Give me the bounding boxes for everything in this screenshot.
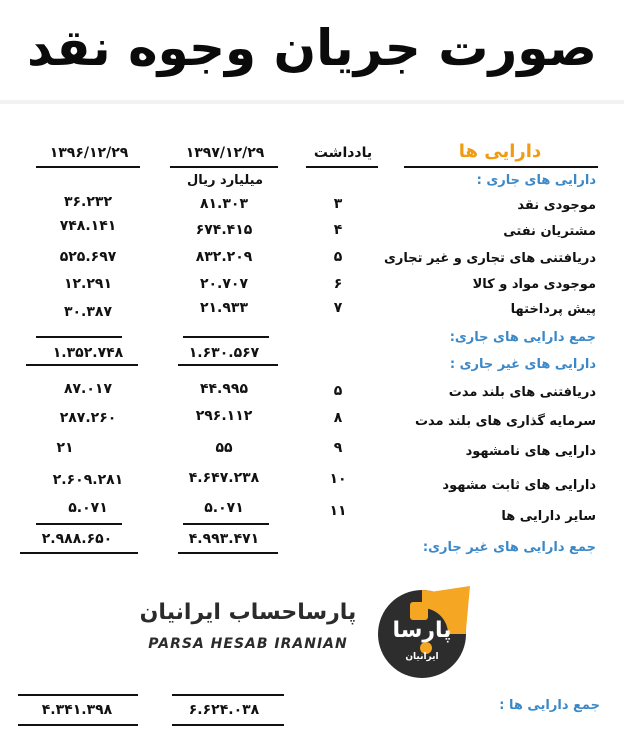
noncurrent-total-1397: ۴.۹۹۳.۴۷۱ [188,531,260,547]
row-value-1397: ۲۹۶.۱۱۲ [195,408,253,424]
row-value-1396: ۸۷.۰۱۷ [63,381,113,397]
row-note: ۸ [333,410,343,426]
row-value-1396: ۳۰.۳۸۷ [63,304,113,320]
noncurrent-total-1396: ۲.۹۸۸.۶۵۰ [41,531,113,547]
current-total-1397: ۱.۶۳۰.۵۶۷ [188,345,260,361]
row-note: ۵ [333,249,343,265]
page-title: صورت جریان وجوه نقد [27,19,597,77]
current-total-label: جمع دارایی های جاری: [449,330,596,345]
row-value-1396: ۲.۶۰۹.۲۸۱ [52,472,124,488]
row-value-1396: ۱۲.۲۹۱ [63,276,113,292]
row-label: دریافتنی های تجاری و غیر تجاری [383,251,596,266]
row-label: دارایی های ثابت مشهود [442,478,596,493]
total-rule-1396 [26,364,138,366]
header-rule-1396 [36,166,140,168]
grand-total-1397: ۶.۶۲۴.۰۳۸ [188,702,260,718]
row-value-1397: ۴.۶۴۷.۲۳۸ [188,470,260,486]
row-note: ۱۰ [329,471,347,487]
row-note: ۹ [333,440,343,456]
grand-rule-top-1397 [172,694,284,696]
subtotal-rule-1397 [183,336,269,338]
row-value-1396: ۲۸۷.۲۶۰ [59,410,117,426]
logo-english-text: PARSA HESAB IRANIAN [148,636,348,652]
row-label: دریافتنی های بلند مدت [448,385,596,400]
row-value-1397: ۸۱.۳۰۳ [199,196,249,212]
grand-total-1396: ۴.۳۴۱.۳۹۸ [41,702,113,718]
logo-badge [370,584,480,680]
subtotal-rule-1396 [36,336,122,338]
noncurrent-total-label: جمع دارایی های غیر جاری: [422,540,596,555]
subtotal-rule-1396 [36,523,122,525]
current-assets-heading: دارایی های جاری : [476,173,596,188]
row-value-1396: ۲۱ [56,440,74,456]
grand-rule-top-1396 [18,694,138,696]
row-value-1396: ۵.۰۷۱ [68,500,108,516]
row-label: سرمایه گذاری های بلند مدت [414,414,596,429]
row-value-1396: ۷۴۸.۱۴۱ [59,218,117,234]
noncurrent-assets-heading: دارایی های غیر جاری : [449,357,596,372]
row-value-1397: ۸۳۲.۲۰۹ [195,249,253,265]
current-total-1396: ۱.۳۵۲.۷۴۸ [52,345,124,361]
row-note: ۵ [333,383,343,399]
column-header-1397: ۱۳۹۷/۱۲/۲۹ [185,145,265,161]
row-note: ۶ [333,276,343,292]
row-label: موجودی نقد [517,198,596,213]
logo-badge-subtext: ایرانیان [405,652,439,662]
row-value-1397: ۶۷۴.۴۱۵ [195,222,253,238]
header-rule-note [306,166,378,168]
row-note: ۳ [333,196,343,212]
row-note: ۴ [333,222,343,238]
unit-label: میلیارد ریال [186,173,264,188]
row-value-1397: ۲۱.۹۳۳ [199,300,249,316]
row-note: ۷ [333,300,343,316]
logo-persian-text: پارساحساب ایرانیان [139,600,357,625]
total-rule-1397 [178,552,278,554]
grand-rule-bottom-1396 [18,724,138,726]
column-header-note: یادداشت [313,145,373,161]
row-value-1397: ۵۵ [215,440,233,456]
total-rule-1396 [20,552,138,554]
row-value-1397: ۲۰.۷۰۷ [199,276,249,292]
row-label: مشتریان نفتی [503,224,596,239]
column-header-1396: ۱۳۹۶/۱۲/۲۹ [49,145,129,161]
title-band-divider [0,100,624,104]
row-value-1397: ۴۴.۹۹۵ [199,381,249,397]
total-rule-1397 [178,364,278,366]
grand-total-label: جمع دارایی ها : [499,698,600,713]
row-label: پیش پرداختها [510,302,596,317]
header-rule-1397 [170,166,278,168]
row-value-1396: ۳۶.۲۳۲ [63,194,113,210]
section-title-assets: دارایی ها [458,141,542,162]
subtotal-rule-1397 [183,523,269,525]
row-value-1396: ۵۲۵.۶۹۷ [59,249,117,265]
header-rule-section [404,166,598,168]
row-label: دارایی های نامشهود [465,444,596,459]
logo-badge-text: پارسا [392,618,452,643]
grand-rule-bottom-1397 [172,724,284,726]
row-note: ۱۱ [329,503,347,519]
row-label: سایر دارایی ها [501,509,596,524]
row-value-1397: ۵.۰۷۱ [204,500,244,516]
row-label: موجودی مواد و کالا [472,277,596,292]
